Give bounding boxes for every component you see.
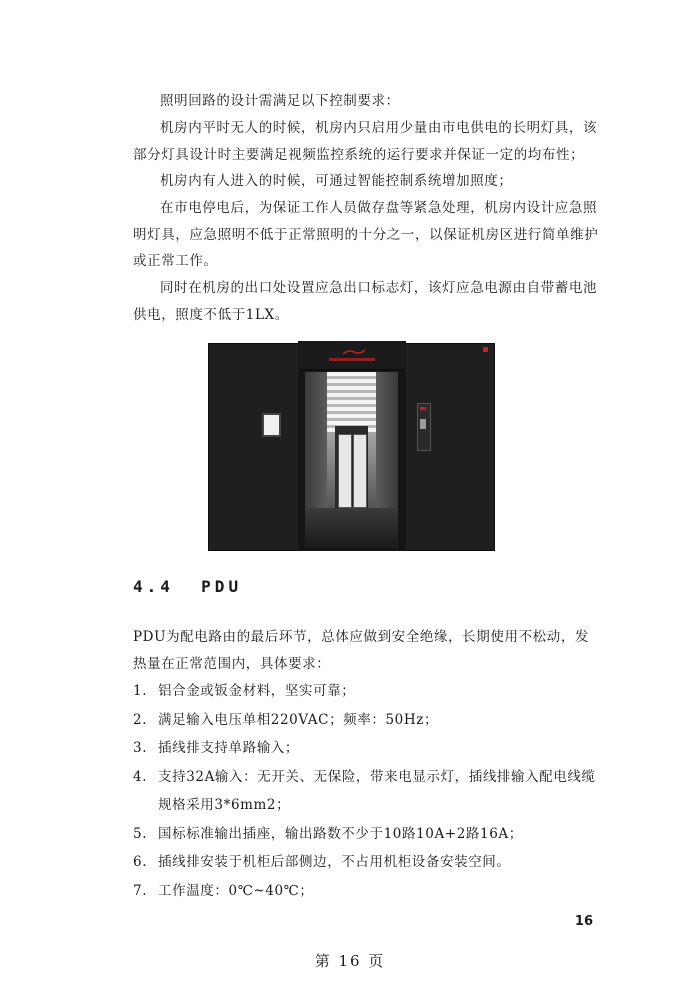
- door-header: [298, 341, 406, 370]
- list-item-number: 4.: [133, 768, 148, 785]
- brand-logo-text: [329, 358, 375, 361]
- section-heading: [133, 577, 242, 596]
- section-number: 4.4: [133, 577, 174, 596]
- pdu-requirements-list: [133, 677, 603, 905]
- list-item: [133, 763, 603, 820]
- left-cabinet: [208, 343, 302, 551]
- paragraph-emergency-lighting: 在市电停电后，为保证工作人员做存盘等紧急处理，机房内设计应急照明灯具，应急照明不低于正常照明的十分之一，以保证机房区进行简单维护或正常工作。: [133, 200, 599, 269]
- list-item-text: 支持32A输入：无开关、无保险，带来电显示灯，插线排输入配电线缆规格采用3*6mm2；: [158, 768, 596, 813]
- paragraph-exit-sign: 同时在机房的出口处设置应急出口标志灯，该灯应急电源由自带蓄电池供电，照度不低于1LX。: [133, 280, 598, 323]
- list-item-number: 6.: [133, 854, 148, 870]
- control-panel-screen: [420, 419, 426, 429]
- list-item: [133, 820, 603, 849]
- brand-logo-icon: [343, 349, 365, 355]
- section-title: PDU: [201, 577, 243, 596]
- list-item: [133, 734, 603, 763]
- list-item: [133, 677, 603, 706]
- access-card-reader-icon: [262, 413, 281, 437]
- paragraph-lighting-requirements: 照明回路的设计需满足以下控制要求：: [160, 93, 400, 109]
- list-item-text: 国标标准输出插座，输出路数不少于10路10A+2路16A；: [158, 825, 523, 842]
- far-door-glass-left: [338, 434, 352, 508]
- list-item-number: 2.: [133, 711, 148, 728]
- list-item-text: 插线排安装于机柜后部侧边，不占用机柜设备安装空间。: [158, 854, 511, 870]
- list-item-text: 满足输入电压单相220VAC；频率：50Hz；: [158, 711, 439, 728]
- paragraph-unattended-lighting: 机房内平时无人的时候，机房内只启用少量由市电供电的长明灯具，该部分灯具设计时主要满足视频监控系统的运行要求并保证一定的均布性；: [133, 120, 598, 163]
- red-indicator-icon: [483, 347, 488, 352]
- far-door-glass-right: [353, 434, 367, 508]
- page-number: 16: [574, 914, 593, 929]
- pdu-intro: PDU为配电路由的最后环节，总体应做到安全绝缘，长期使用不松动，发热量在正常范围内，具体要求：: [133, 629, 590, 672]
- list-item-number: 5.: [133, 825, 148, 842]
- list-item: [133, 848, 603, 877]
- list-item-text: 插线排支持单路输入；: [158, 740, 299, 756]
- list-item-text: 铝合金或钣金材料，坚实可靠；: [158, 683, 356, 699]
- server-cabinet-corridor-photo: [208, 341, 493, 551]
- page-footer: 第 16 页: [314, 952, 386, 970]
- cold-aisle-doorway: [305, 372, 398, 548]
- list-item: [133, 706, 603, 735]
- list-item-number: 1.: [133, 683, 148, 699]
- status-light-icon: [420, 407, 426, 410]
- paragraph-occupied-lighting: 机房内有人进入的时候，可通过智能控制系统增加照度；: [160, 173, 513, 189]
- aisle-floor: [305, 508, 398, 548]
- list-item-text: 工作温度：0℃~40℃；: [158, 882, 314, 899]
- list-item: [133, 877, 603, 906]
- list-item-number: 7.: [133, 882, 148, 899]
- list-item-number: 3.: [133, 740, 148, 756]
